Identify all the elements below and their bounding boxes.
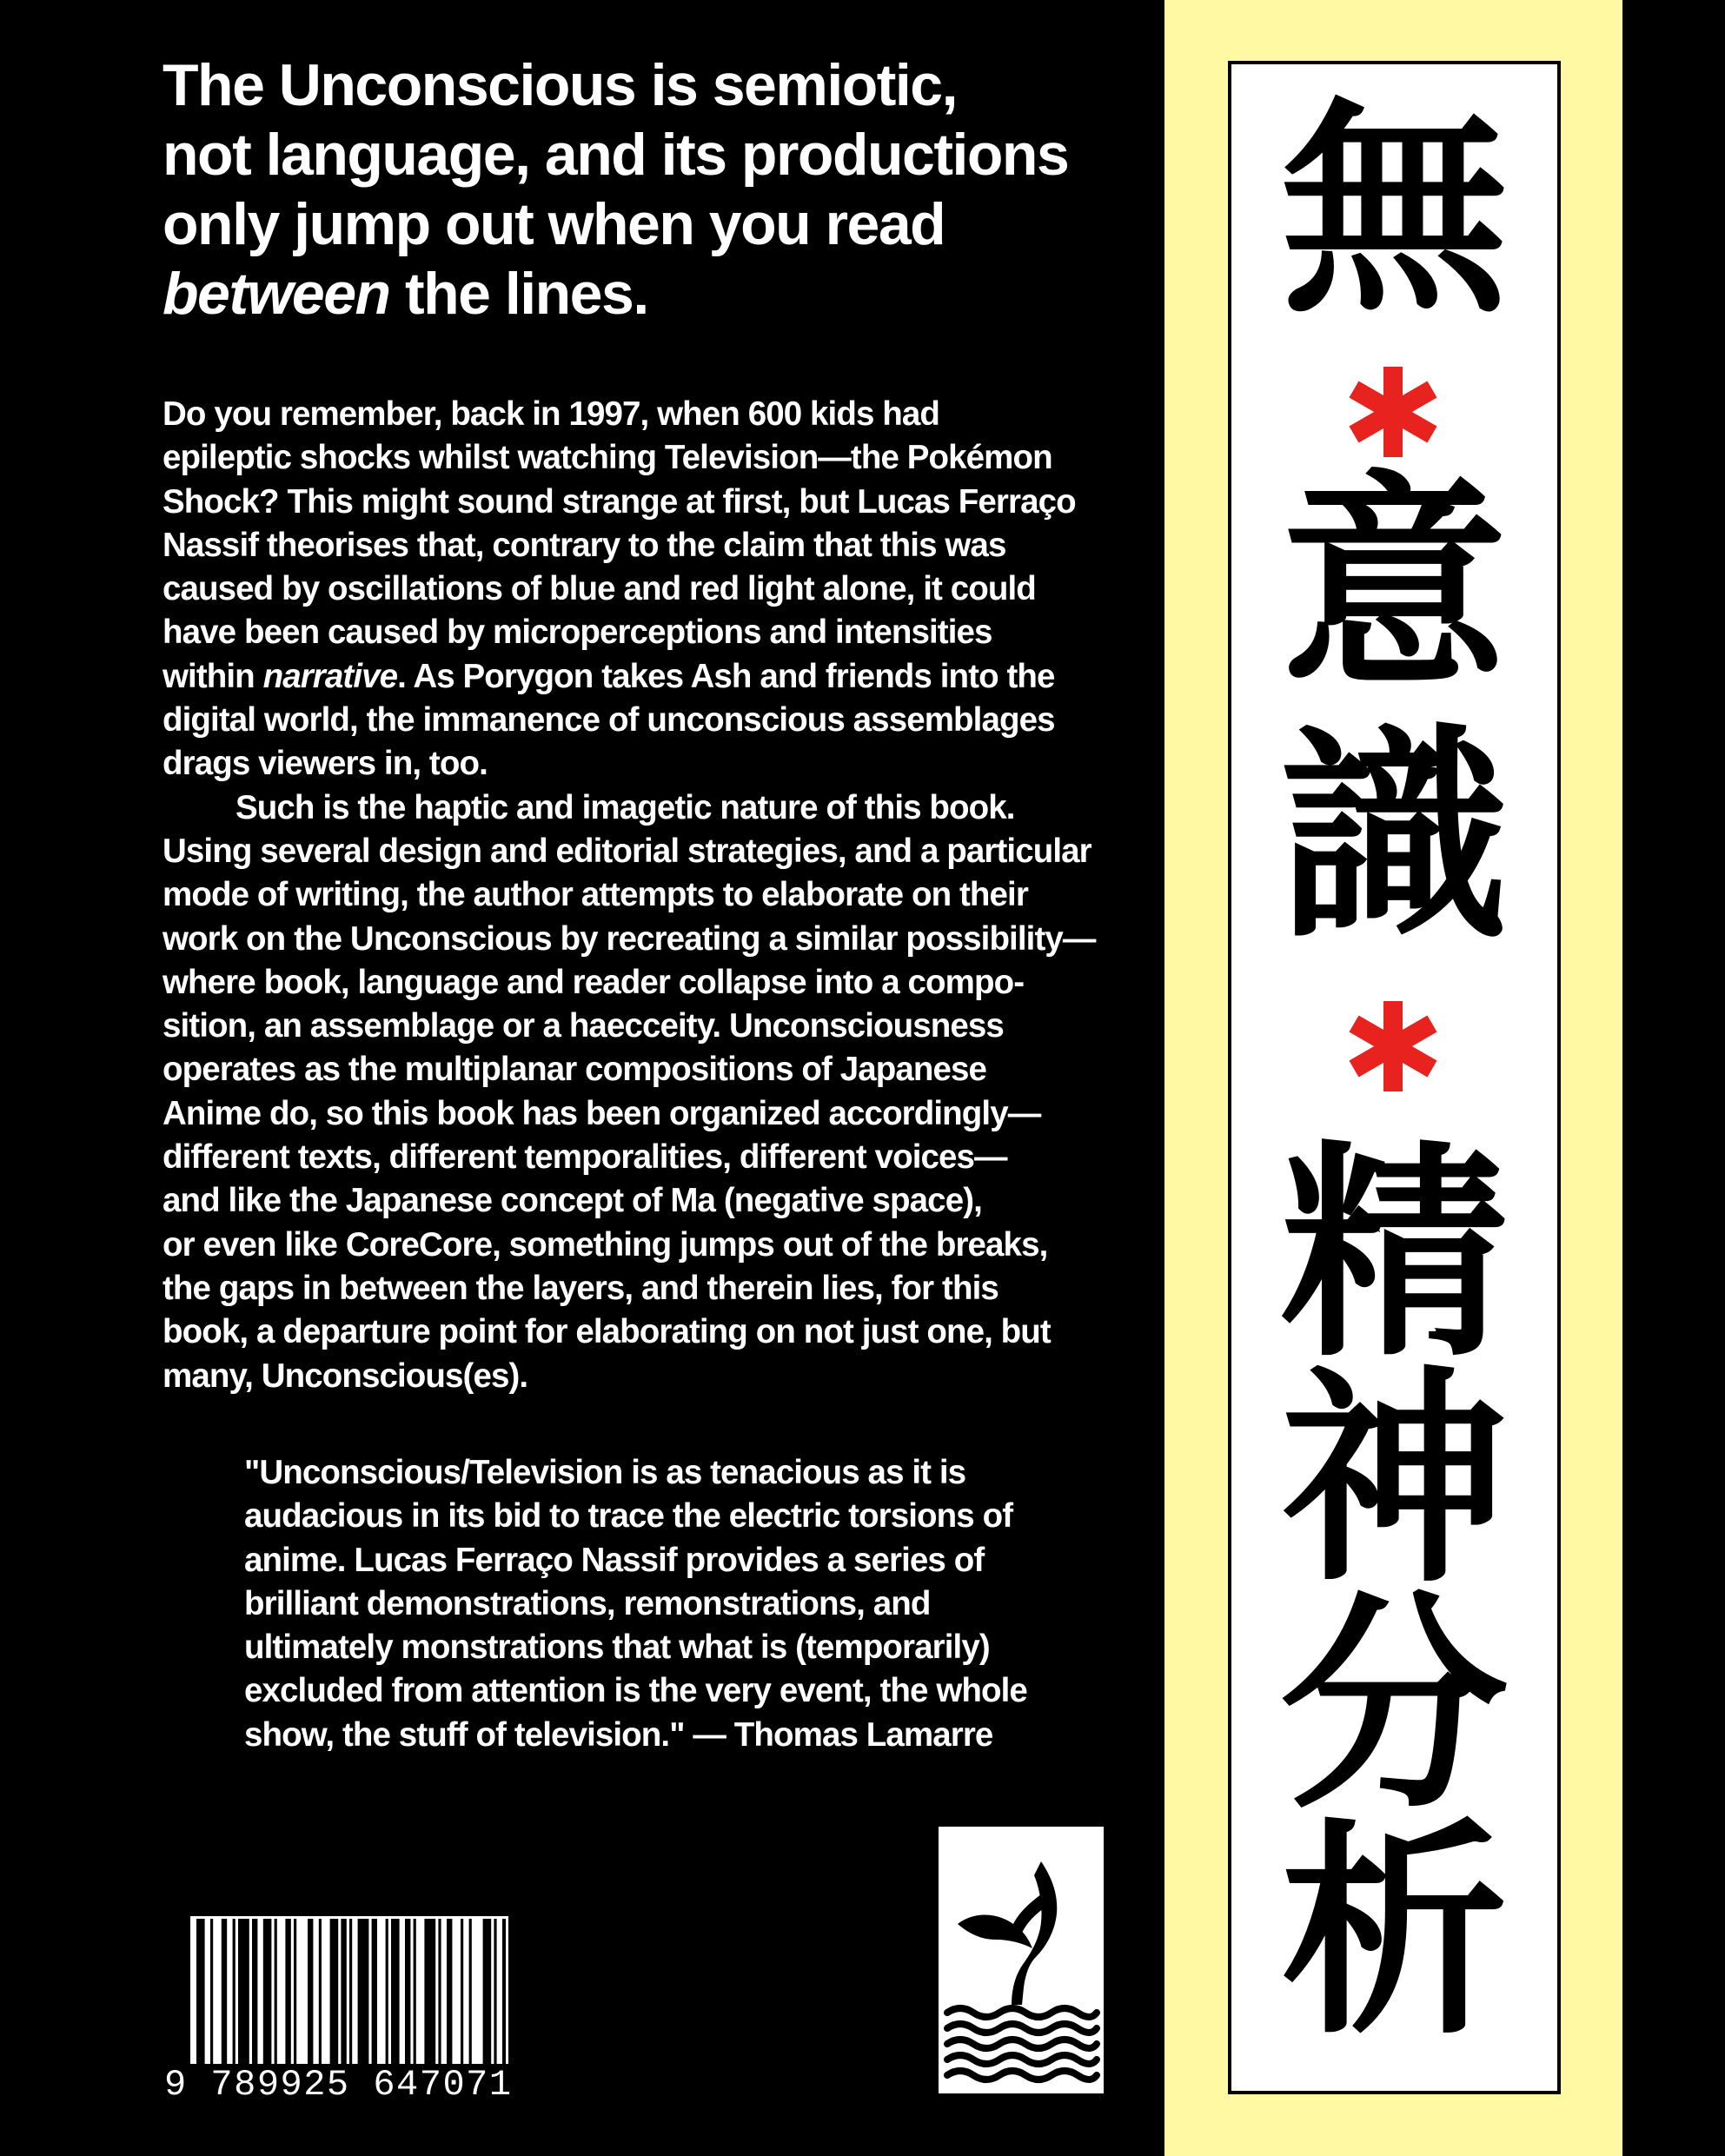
body-line: mode of writing, the author attempts to elaborate on their (163, 876, 1028, 914)
kanji-mu: 無 (1280, 79, 1509, 344)
headline-line (163, 259, 1144, 328)
review-quote (244, 1451, 1096, 1757)
quote-line: show, the stuff of television." — Thomas Lamarre (244, 1715, 993, 1754)
isbn-digits: 9 789925 647071 (161, 2064, 524, 2106)
asterisk-icon (1341, 360, 1445, 464)
kanji-sei: 精 (1280, 1122, 1509, 1387)
body-line (163, 655, 1118, 699)
body-line: and like the Japanese concept of Ma (negative space), (163, 1182, 982, 1220)
kanji-i: 意 (1280, 453, 1509, 718)
body-line: drags viewers in, too. (163, 745, 488, 783)
body-line-end: . As Porygon takes Ash and friends into the (397, 657, 1055, 695)
body-line: epileptic shocks whilst watching Television—the Pokémon (163, 439, 1052, 477)
quote-line: anime. Lucas Ferraço Nassif provides a series of (244, 1541, 985, 1579)
body-line: many, Unconscious(es). (163, 1357, 528, 1395)
body-line: digital world, the immanence of unconscious assemblages (163, 701, 1055, 740)
headline-emphasis: between (163, 261, 390, 327)
spine-title-panel (1228, 61, 1561, 2094)
body-line: different texts, different temporalities, different voices— (163, 1138, 1007, 1177)
body-line: Anime do, so this book has been organized accordingly— (163, 1094, 1041, 1132)
quote-line: audacious in its bid to trace the electric torsions of (244, 1497, 1013, 1536)
headline-line: The Unconscious is semiotic, (163, 52, 958, 118)
body-line: Such is the haptic and imagetic nature of this book. (236, 788, 1015, 826)
quote-line: excluded from attention is the very event, the whole (244, 1672, 1027, 1710)
body-line: sition, an assemblage or a haecceity. Unconsciousness (163, 1007, 1004, 1045)
body-line: Using several design and editorial strategies, and a particular (163, 832, 1091, 870)
headline-line: only jump out when you read (163, 191, 945, 257)
kanji-seki: 析 (1280, 1800, 1509, 2065)
headline (163, 50, 1144, 328)
body-line: caused by oscillations of blue and red light alone, it could (163, 570, 1036, 608)
quote-line: "Unconscious/Television is as tenacious as it is (244, 1454, 966, 1491)
body-line: have been caused by microperceptions and intensities (163, 614, 992, 652)
blurb-body (163, 393, 1118, 1398)
headline-line-rest: the lines. (389, 261, 648, 327)
body-line-start: within (163, 657, 263, 695)
whale-tail-icon (939, 1827, 1104, 2093)
body-line: Do you remember, back in 1997, when 600 kids had (163, 395, 940, 433)
body-line: where book, language and reader collapse into a compo- (163, 963, 1025, 1001)
quote-line: brilliant demonstrations, remonstrations, and (244, 1584, 931, 1622)
body-line: operates as the multiplanar compositions of Japanese (163, 1051, 987, 1089)
body-line: the gaps in between the layers, and therein lies, for this (163, 1269, 999, 1307)
kanji-bun: 分 (1280, 1574, 1509, 1839)
kanji-shiki: 識 (1280, 705, 1509, 970)
publisher-logo (939, 1827, 1104, 2093)
headline-line: not language, and its productions (163, 122, 1069, 188)
body-line: Shock? This might sound strange at first, but Lucas Ferraço (163, 482, 1076, 521)
body-line: or even like CoreCore, something jumps out of the breaks, (163, 1225, 1048, 1264)
quote-line: ultimately monstrations that what is (temporarily) (244, 1629, 990, 1667)
asterisk-icon (1341, 994, 1445, 1098)
body-emphasis: narrative (262, 657, 398, 695)
body-line: book, a departure point for elaborating on not just one, but (163, 1313, 1051, 1351)
body-line: work on the Unconscious by recreating a similar possibility— (163, 919, 1096, 958)
kanji-shin: 神 (1280, 1348, 1509, 1613)
body-line: Nassif theorises that, contrary to the claim that this was (163, 526, 1006, 564)
